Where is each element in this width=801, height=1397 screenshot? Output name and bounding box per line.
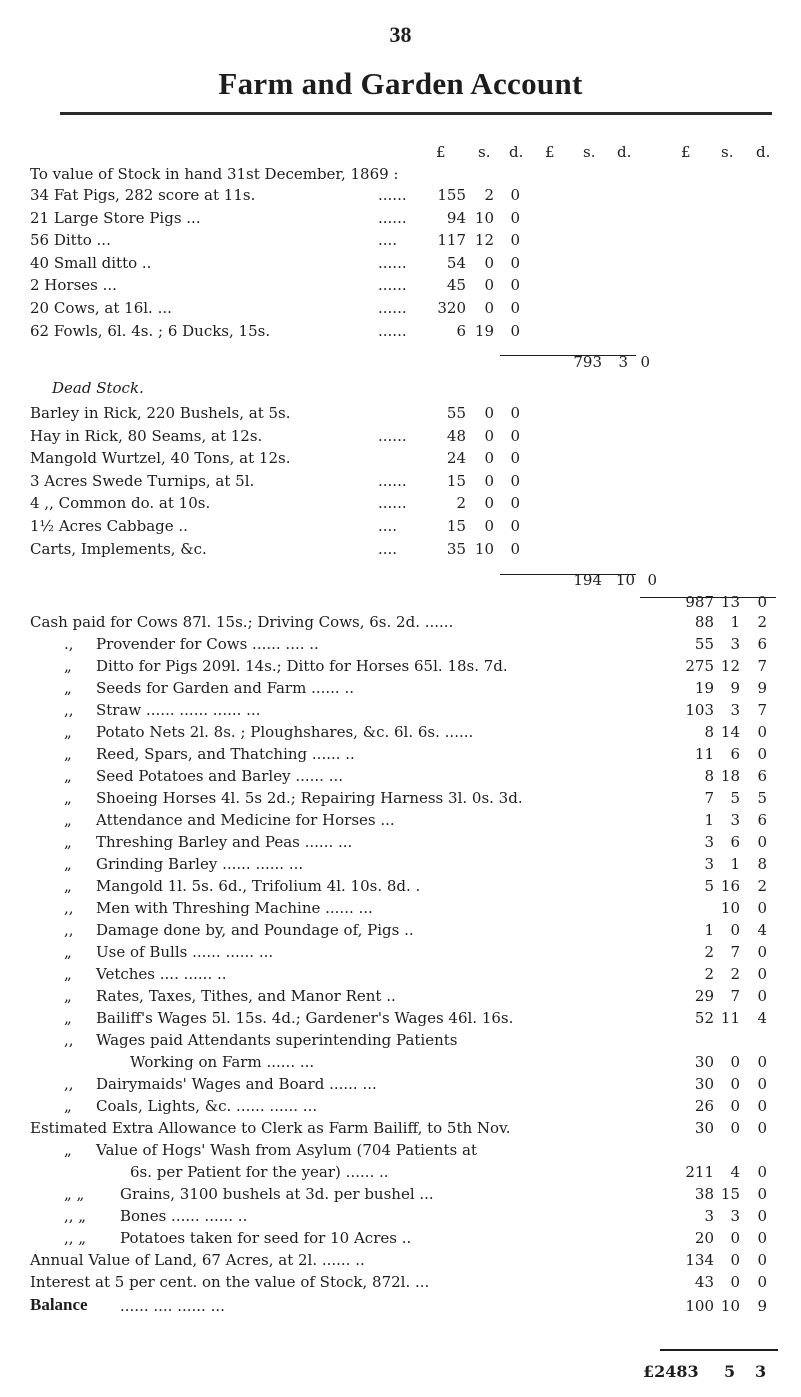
stock-item-pence: 0 (510, 539, 520, 558)
payment-prefix: „ (64, 767, 72, 785)
payment-pence: 7 (757, 701, 767, 719)
stock-item-label: Barley in Rick, 220 Bushels, at 5s. (30, 404, 291, 422)
stock-item-shillings: 0 (484, 517, 494, 535)
col1-pence-header: d. (509, 143, 524, 161)
payment-pence: 6 (757, 635, 767, 653)
payment-prefix: ,, (64, 899, 74, 917)
payment-pounds: 20 (694, 1229, 714, 1247)
stock-item-pence: 0 (510, 321, 520, 340)
stock-item-pence: 0 (510, 253, 520, 272)
stock-item-pence: 0 (510, 208, 520, 227)
payment-label: Annual Value of Land, 67 Acres, at 2l. ...... .. (30, 1251, 365, 1269)
col2-shillings-header: s. (583, 143, 596, 161)
stock-item-label: Mangold Wurtzel, 40 Tons, at 12s. (30, 449, 291, 468)
payment-label: Men with Threshing Machine ...... ... (96, 899, 373, 917)
dead-stock-total-pence: 0 (647, 571, 657, 589)
payment-pounds: 8 (704, 723, 714, 741)
payment-pence: 6 (757, 767, 767, 785)
col3-shillings-header: s. (721, 143, 734, 161)
payment-pence: 0 (757, 1053, 767, 1071)
payment-label: 6s. per Patient for the year) ...... .. (130, 1163, 389, 1181)
stock-item-shillings: 2 (484, 186, 494, 204)
payment-prefix: „ (64, 1141, 72, 1159)
grand-total-shillings: 5 (724, 1362, 736, 1381)
stock-item-pounds: 55 (446, 404, 466, 422)
payment-shillings: 3 (730, 1207, 740, 1225)
stock-item-shillings: 0 (484, 449, 494, 468)
payment-pounds: 3 (704, 1207, 714, 1225)
payment-pence: 2 (757, 613, 767, 631)
payment-pounds: 275 (685, 657, 714, 675)
payment-prefix: ,, „ (64, 1229, 87, 1247)
payment-label: Damage done by, and Poundage of, Pigs .. (96, 921, 414, 939)
payment-shillings: 6 (730, 833, 740, 851)
stock-item-label: Hay in Rick, 80 Seams, at 12s. (30, 426, 263, 445)
dead-stock-total-shillings: 10 (615, 571, 635, 589)
stock-item-leader: .... (378, 231, 398, 250)
payment-pounds: 19 (694, 679, 714, 697)
stock-total-pence: 0 (757, 593, 767, 611)
stock-total-pounds: 987 (685, 593, 714, 611)
stock-item-label: 1½ Acres Cabbage .. (30, 517, 188, 535)
payment-pence: 0 (757, 723, 767, 741)
payment-label: Straw ...... ...... ...... ... (96, 701, 261, 719)
col3-pounds-header: £ (681, 143, 691, 161)
page-title: Farm and Garden Account (218, 66, 583, 101)
payment-label: Vetches .... ...... .. (96, 965, 227, 983)
payment-prefix: „ (64, 833, 72, 851)
payment-shillings: 0 (730, 1097, 740, 1115)
payment-pence: 6 (757, 811, 767, 829)
payment-shillings: 6 (730, 745, 740, 763)
payment-pence: 5 (757, 789, 767, 807)
payment-label: Potatoes taken for seed for 10 Acres .. (120, 1229, 412, 1247)
balance-pounds: 100 (685, 1297, 714, 1315)
payment-pounds: 5 (704, 877, 714, 895)
stock-item-pounds: 117 (437, 231, 466, 250)
payment-label: Threshing Barley and Peas ...... ... (96, 833, 353, 851)
payment-shillings: 2 (730, 965, 740, 983)
payment-pounds: 3 (704, 833, 714, 851)
payment-pence: 0 (757, 987, 767, 1005)
payment-shillings: 5 (730, 789, 740, 807)
stock-item-pounds: 24 (446, 449, 466, 468)
payment-pence: 0 (757, 943, 767, 961)
stock-item-leader: ...... (378, 494, 407, 513)
stock-item-label: 34 Fat Pigs, 282 score at 11s. (30, 186, 256, 204)
stock-item-pence: 0 (510, 404, 520, 422)
balance-pence: 9 (757, 1297, 767, 1315)
stock-item-pence: 0 (510, 426, 520, 445)
col1-shillings-header: s. (478, 143, 491, 161)
payment-pounds: 30 (694, 1075, 714, 1093)
payment-label: Mangold 1l. 5s. 6d., Trifolium 4l. 10s. 8d. . (96, 877, 421, 895)
payment-pounds: 52 (694, 1009, 714, 1027)
payment-shillings: 0 (730, 1229, 740, 1247)
payment-pence: 0 (757, 1185, 767, 1203)
payment-pence: 0 (757, 745, 767, 763)
stock-item-leader: ...... (378, 471, 407, 490)
stock-item-leader: .... (378, 539, 398, 558)
payment-prefix: „ (64, 855, 72, 873)
payment-label: Value of Hogs' Wash from Asylum (704 Patients at (96, 1141, 477, 1159)
stock-total-shillings: 13 (720, 593, 740, 611)
payment-label: Provender for Cows ...... .... .. (96, 635, 319, 653)
payment-label: Shoeing Horses 4l. 5s 2d.; Repairing Harness 3l. 0s. 3d. (96, 789, 523, 807)
payment-shillings: 9 (730, 679, 740, 697)
stock-item-shillings: 0 (484, 253, 494, 272)
payment-pence: 0 (757, 1097, 767, 1115)
payment-prefix: „ (64, 789, 72, 807)
col1-pounds-header: £ (436, 143, 446, 161)
payment-pounds: 30 (694, 1119, 714, 1137)
stock-item-pounds: 15 (446, 517, 466, 535)
stock-item-leader: ...... (378, 299, 407, 317)
payment-pounds: 103 (685, 701, 714, 719)
payment-pounds: 2 (704, 965, 714, 983)
payment-shillings: 12 (720, 657, 740, 675)
balance-shillings: 10 (720, 1297, 740, 1315)
payment-pounds: 55 (694, 635, 714, 653)
col2-pence-header: d. (617, 143, 632, 161)
payment-shillings: 0 (730, 1053, 740, 1071)
stock-item-pounds: 320 (437, 299, 466, 317)
stock-item-shillings: 10 (474, 539, 494, 558)
payment-label: Attendance and Medicine for Horses ... (96, 811, 395, 829)
stock-item-pounds: 54 (446, 253, 466, 272)
stock-item-shillings: 12 (474, 231, 494, 250)
payment-prefix: ,, „ (64, 1207, 87, 1225)
payment-pence: 0 (757, 1273, 767, 1291)
payment-pounds: 134 (685, 1251, 714, 1269)
payment-label: Ditto for Pigs 209l. 14s.; Ditto for Horses 65l. 18s. 7d. (96, 657, 508, 675)
payment-shillings: 14 (720, 723, 740, 741)
payment-pounds: 2 (704, 943, 714, 961)
payment-pounds: 38 (694, 1185, 714, 1203)
grand-total-rule (660, 1349, 778, 1351)
payment-pence: 4 (757, 921, 767, 939)
stock-item-label: 21 Large Store Pigs ... (30, 208, 201, 227)
payment-shillings: 3 (730, 811, 740, 829)
payment-prefix: „ (64, 877, 72, 895)
payment-shillings: 10 (720, 899, 740, 917)
payment-pounds: 1 (704, 811, 714, 829)
stock-item-shillings: 0 (484, 426, 494, 445)
live-stock-total-pence: 0 (640, 353, 650, 371)
payment-pence: 0 (757, 899, 767, 917)
stock-item-leader: ...... (378, 321, 407, 340)
stock-item-leader: ...... (378, 426, 407, 445)
payment-pence: 0 (757, 1075, 767, 1093)
payment-label: Seeds for Garden and Farm ...... .. (96, 679, 355, 697)
payment-pounds: 211 (685, 1163, 714, 1181)
payment-shillings: 0 (730, 1075, 740, 1093)
stock-item-shillings: 19 (474, 321, 494, 340)
payment-shillings: 11 (720, 1009, 740, 1027)
payment-prefix: ,, (64, 921, 74, 939)
payment-prefix: „ (64, 657, 72, 675)
live-stock-total-shillings: 3 (618, 353, 628, 371)
opening-line: To value of Stock in hand 31st December, 1869 : (30, 165, 399, 183)
stock-item-label: 62 Fowls, 6l. 4s. ; 6 Ducks, 15s. (30, 321, 271, 340)
stock-item-shillings: 10 (474, 208, 494, 227)
stock-item-leader: ...... (378, 276, 407, 295)
stock-item-shillings: 0 (484, 276, 494, 295)
payment-shillings: 0 (730, 921, 740, 939)
payment-prefix: „ (64, 965, 72, 983)
payment-pence: 0 (757, 1163, 767, 1181)
payment-prefix: „ „ (64, 1185, 85, 1203)
stock-item-leader: ...... (378, 208, 407, 227)
stock-item-shillings: 0 (484, 404, 494, 422)
payment-pence: 9 (757, 679, 767, 697)
payment-pence: 0 (757, 1251, 767, 1269)
payment-pounds: 43 (694, 1273, 714, 1291)
stock-item-pence: 0 (510, 471, 520, 490)
payment-pence: 8 (757, 855, 767, 873)
payment-label: Cash paid for Cows 87l. 15s.; Driving Cows, 6s. 2d. ...... (30, 613, 454, 631)
page-number: 38 (389, 22, 412, 47)
grand-total-pounds: £2483 (643, 1362, 699, 1381)
payment-label: Seed Potatoes and Barley ...... ... (96, 767, 343, 785)
stock-item-shillings: 0 (484, 494, 494, 513)
payment-shillings: 18 (720, 767, 740, 785)
payment-pence: 0 (757, 1119, 767, 1137)
stock-item-pounds: 6 (456, 321, 466, 340)
payment-prefix: „ (64, 745, 72, 763)
payment-label: Working on Farm ...... ... (130, 1053, 315, 1071)
stock-item-pounds: 48 (446, 426, 466, 445)
payment-pounds: 11 (694, 745, 714, 763)
stock-item-shillings: 0 (484, 471, 494, 490)
payment-prefix: ,, (64, 701, 74, 719)
payment-pence: 2 (757, 877, 767, 895)
payment-pounds: 8 (704, 767, 714, 785)
payment-shillings: 15 (720, 1185, 740, 1203)
grand-total-pence: 3 (755, 1362, 767, 1381)
stock-item-pence: 0 (510, 449, 520, 468)
col2-pounds-header: £ (545, 143, 555, 161)
payment-label: Bailiff's Wages 5l. 15s. 4d.; Gardener's Wages 46l. 16s. (96, 1009, 514, 1027)
payment-shillings: 7 (730, 987, 740, 1005)
stock-item-shillings: 0 (484, 299, 494, 317)
payment-label: Wages paid Attendants superintending Patients (96, 1031, 458, 1049)
stock-item-pence: 0 (510, 231, 520, 250)
stock-item-pence: 0 (510, 186, 520, 204)
stock-item-pounds: 2 (456, 494, 466, 513)
stock-item-pence: 0 (510, 299, 520, 317)
stock-item-leader: .... (378, 517, 398, 535)
dead-stock-total-pounds: 194 (573, 571, 602, 589)
stock-item-label: 56 Ditto ... (30, 231, 111, 250)
stock-item-label: 3 Acres Swede Turnips, at 5l. (30, 471, 255, 490)
payment-label: Rates, Taxes, Tithes, and Manor Rent .. (96, 987, 396, 1005)
payment-shillings: 4 (730, 1163, 740, 1181)
stock-item-pounds: 155 (437, 186, 466, 204)
payment-label: Dairymaids' Wages and Board ...... ... (96, 1075, 377, 1093)
balance-label: Balance (30, 1295, 88, 1314)
payment-label: Potato Nets 2l. 8s. ; Ploughshares, &c. 6l. 6s. ...... (96, 723, 474, 741)
stock-item-pence: 0 (510, 517, 520, 535)
payment-prefix: „ (64, 987, 72, 1005)
payment-label: Use of Bulls ...... ...... ... (96, 943, 274, 961)
payment-pence: 0 (757, 1229, 767, 1247)
col3-pence-header: d. (756, 143, 771, 161)
stock-item-label: 40 Small ditto .. (30, 253, 152, 272)
payment-prefix: ,, (64, 1031, 74, 1049)
payment-label: Reed, Spars, and Thatching ...... .. (96, 745, 355, 763)
payment-pence: 4 (757, 1009, 767, 1027)
payment-label: Grains, 3100 bushels at 3d. per bushel ... (120, 1185, 434, 1203)
stock-item-pence: 0 (510, 494, 520, 513)
payment-label: Estimated Extra Allowance to Clerk as Farm Bailiff, to 5th Nov. (30, 1119, 511, 1137)
payment-pounds: 3 (704, 855, 714, 873)
stock-item-pounds: 94 (446, 208, 466, 227)
stock-item-label: 2 Horses ... (30, 276, 117, 295)
title-rule (60, 112, 772, 115)
payment-pounds: 7 (704, 789, 714, 807)
payment-shillings: 3 (730, 635, 740, 653)
stock-item-leader: ...... (378, 186, 407, 204)
live-stock-total-pounds: 793 (573, 353, 602, 371)
payment-pence: 0 (757, 1207, 767, 1225)
payment-prefix: „ (64, 1097, 72, 1115)
payment-pence: 7 (757, 657, 767, 675)
payment-shillings: 1 (730, 613, 740, 631)
stock-item-label: 4 ,, Common do. at 10s. (30, 494, 211, 513)
payment-label: Coals, Lights, &c. ...... ...... ... (96, 1097, 318, 1115)
payment-prefix: ,, (64, 1075, 74, 1093)
payment-shillings: 7 (730, 943, 740, 961)
payment-shillings: 16 (720, 877, 740, 895)
payment-shillings: 3 (730, 701, 740, 719)
payment-label: Grinding Barley ...... ...... ... (96, 855, 304, 873)
dead-stock-heading: Dead Stock. (52, 379, 144, 397)
payment-pounds: 30 (694, 1053, 714, 1071)
stock-item-label: Carts, Implements, &c. (30, 539, 207, 558)
payment-prefix: „ (64, 943, 72, 961)
stock-item-leader: ...... (378, 253, 407, 272)
payment-label: Bones ...... ...... .. (120, 1207, 248, 1225)
stock-item-pounds: 35 (446, 539, 466, 558)
payment-prefix: „ (64, 1009, 72, 1027)
balance-leader: ...... .... ...... ... (120, 1297, 225, 1315)
stock-item-pounds: 15 (446, 471, 466, 490)
payment-pounds: 26 (694, 1097, 714, 1115)
payment-pounds: 29 (694, 987, 714, 1005)
stock-item-label: 20 Cows, at 16l. ... (30, 299, 172, 317)
payment-pounds: 88 (694, 613, 714, 631)
payment-shillings: 0 (730, 1119, 740, 1137)
payment-pounds: 1 (704, 921, 714, 939)
stock-item-pence: 0 (510, 276, 520, 295)
payment-shillings: 1 (730, 855, 740, 873)
payment-prefix: „ (64, 723, 72, 741)
payment-prefix: ., (64, 635, 74, 653)
payment-label: Interest at 5 per cent. on the value of Stock, 872l. ... (30, 1273, 430, 1291)
payment-shillings: 0 (730, 1273, 740, 1291)
payment-pence: 0 (757, 965, 767, 983)
payment-pence: 0 (757, 833, 767, 851)
payment-prefix: „ (64, 679, 72, 697)
payment-prefix: „ (64, 811, 72, 829)
payment-shillings: 0 (730, 1251, 740, 1269)
stock-item-pounds: 45 (446, 276, 466, 295)
